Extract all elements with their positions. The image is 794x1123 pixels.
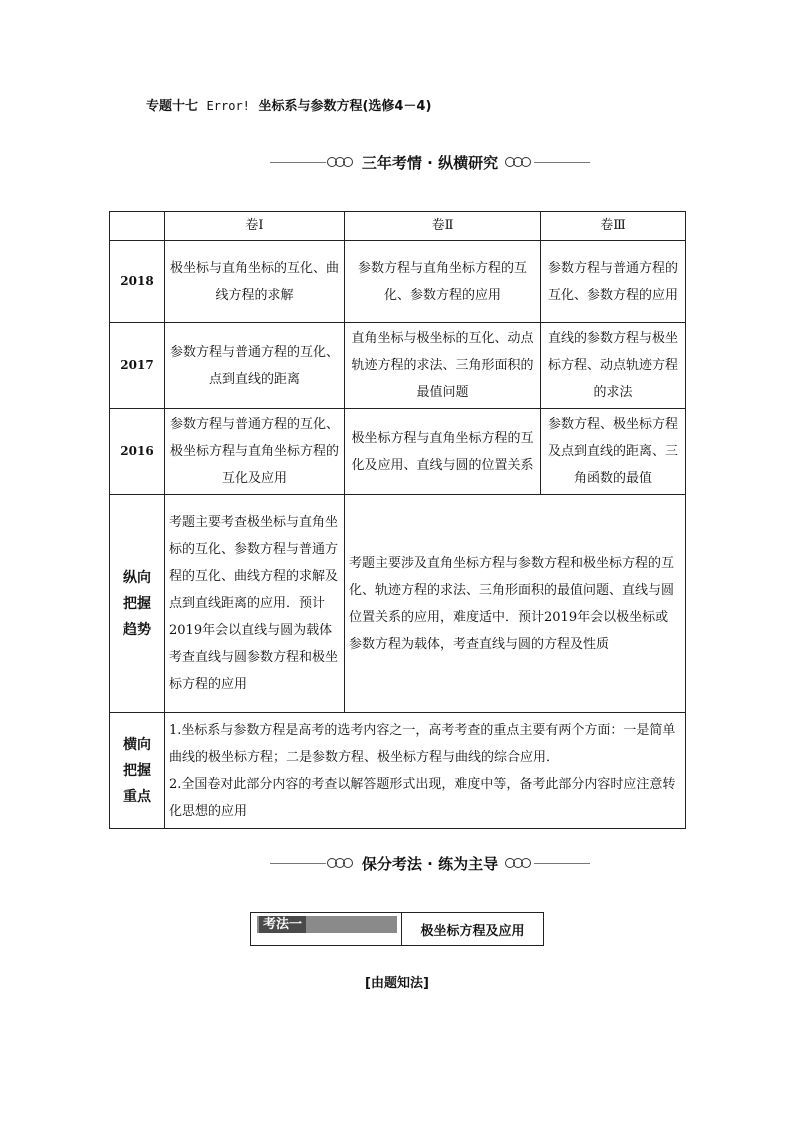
trend-row — [110, 495, 686, 713]
section-title: 三年考情 · 纵横研究 — [361, 153, 499, 172]
focus-cell — [165, 713, 686, 829]
method-tag — [251, 913, 402, 945]
focus-row — [110, 713, 686, 829]
row-header-line: 趋势 — [123, 621, 151, 638]
column-header: 卷Ⅲ — [541, 212, 686, 241]
banner-rule-right — [534, 863, 590, 864]
focus-point-1: 1.坐标系与参数方程是高考的选考内容之一，高考考查的重点主要有两个方面：一是简单曲线的极坐标方程；二是参数方程、极坐标方程与曲线的综合应用． — [169, 722, 676, 765]
table-cell: 参数方程与普通方程的互化、参数方程的应用 — [541, 241, 686, 323]
focus-point-2: 2.全国卷对此部分内容的考查以解答题形式出现，难度中等，备考此部分内容时应注意转化思想的应用 — [169, 776, 676, 819]
sub-heading: [由题知法] — [365, 976, 429, 991]
table-row — [110, 409, 686, 495]
method-name: 极坐标方程及应用 — [420, 923, 525, 939]
table-cell: 极坐标与直角坐标的互化、曲线方程的求解 — [165, 241, 345, 323]
title-main: 坐标系与参数方程(选修4－4) — [258, 99, 432, 114]
year-cell: 2016 — [110, 409, 165, 495]
table-cell: 极坐标方程与直角坐标方程的互化及应用、直线与圆的位置关系 — [345, 409, 541, 495]
table-row — [110, 323, 686, 409]
table-header-row — [110, 212, 686, 241]
row-header-line: 把握 — [123, 762, 151, 779]
focus-row-header — [110, 713, 165, 829]
table-cell: 直线的参数方程与极坐标方程、动点轨迹方程的求法 — [541, 323, 686, 409]
ornament-right-icon — [507, 157, 531, 167]
trend-row-header — [110, 495, 165, 713]
exam-analysis-table — [109, 211, 686, 829]
year-cell: 2017 — [110, 323, 165, 409]
table-cell: 直角坐标与极坐标的互化、动点轨迹方程的求法、三角形面积的最值问题 — [345, 323, 541, 409]
page-title — [146, 95, 431, 114]
row-header-line: 横向 — [123, 736, 151, 753]
ornament-left-icon — [329, 858, 353, 868]
table-cell: 参数方程与普通方程的互化、极坐标方程与直角坐标方程的互化及应用 — [165, 409, 345, 495]
title-prefix: 专题十七 — [146, 99, 199, 114]
table-row — [110, 241, 686, 323]
section-title: 保分考法 · 练为主导 — [361, 854, 499, 873]
year-cell: 2018 — [110, 241, 165, 323]
table-cell: 参数方程与直角坐标方程的互化、参数方程的应用 — [345, 241, 541, 323]
table-cell: 参数方程与普通方程的互化、点到直线的距离 — [165, 323, 345, 409]
section-banner-analysis — [270, 150, 590, 174]
banner-rule-left — [270, 863, 326, 864]
trend-cell-paper23: 考题主要涉及直角坐标方程与参数方程和极坐标方程的互化、轨迹方程的求法、三角形面积的最值问题、直线与圆位置关系的应用，难度适中．预计2019年会以极坐标或参数方程为载体，考查直线与圆的方程及性质 — [345, 495, 686, 713]
banner-rule-right — [534, 162, 590, 163]
row-header-line: 把握 — [123, 595, 151, 612]
column-header: 卷Ⅰ — [165, 212, 345, 241]
ornament-right-icon — [507, 858, 531, 868]
column-header — [110, 212, 165, 241]
method-heading-box — [250, 912, 544, 946]
method-tag-label: 考法一 — [259, 916, 306, 933]
table-cell: 参数方程、极坐标方程及点到直线的距离、三角函数的最值 — [541, 409, 686, 495]
column-header: 卷Ⅱ — [345, 212, 541, 241]
section-banner-practice — [270, 851, 590, 875]
banner-rule-left — [270, 162, 326, 163]
error-text: Error! — [206, 99, 250, 113]
row-header-line: 纵向 — [123, 569, 151, 586]
row-header-line: 重点 — [123, 788, 151, 805]
trend-cell-paper1: 考题主要考查极坐标与直角坐标的互化、参数方程与普通方程的互化、曲线方程的求解及点到直线距离的应用．预计2019年会以直线与圆为载体考查直线与圆参数方程和极坐标方程的应用 — [165, 495, 345, 713]
ornament-left-icon — [329, 157, 353, 167]
